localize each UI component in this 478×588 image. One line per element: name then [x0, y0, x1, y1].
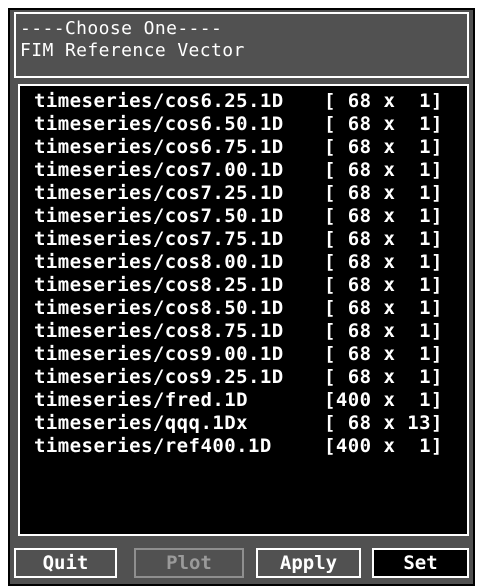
item-name: timeseries/ref400.1D	[34, 435, 272, 457]
choose-dialog	[8, 8, 475, 586]
item-name: timeseries/qqq.1Dx	[34, 412, 249, 434]
apply-button[interactable]: Apply	[256, 548, 361, 578]
list-item[interactable]	[20, 159, 467, 182]
item-dimensions: [ 68 x 1]	[324, 205, 443, 227]
choose-one-label: ----Choose One----	[20, 18, 223, 39]
item-dimensions: [ 68 x 13]	[324, 412, 443, 434]
list-item[interactable]	[20, 320, 467, 343]
set-button[interactable]: Set	[372, 548, 469, 578]
item-dimensions: [ 68 x 1]	[324, 297, 443, 319]
item-dimensions: [ 68 x 1]	[324, 343, 443, 365]
item-name: timeseries/cos7.75.1D	[34, 228, 284, 250]
button-bar	[10, 542, 473, 582]
list-item[interactable]	[20, 228, 467, 251]
item-dimensions: [ 68 x 1]	[324, 320, 443, 342]
vector-list[interactable]	[18, 84, 469, 536]
dialog-title: FIM Reference Vector	[20, 40, 245, 61]
item-dimensions: [400 x 1]	[324, 389, 443, 411]
item-name: timeseries/cos6.50.1D	[34, 113, 284, 135]
item-dimensions: [ 68 x 1]	[324, 182, 443, 204]
list-item[interactable]	[20, 251, 467, 274]
item-name: timeseries/cos6.75.1D	[34, 136, 284, 158]
item-dimensions: [ 68 x 1]	[324, 136, 443, 158]
item-name: timeseries/cos8.25.1D	[34, 274, 284, 296]
item-dimensions: [ 68 x 1]	[324, 228, 443, 250]
list-item[interactable]	[20, 136, 467, 159]
list-item[interactable]	[20, 435, 467, 458]
item-name: timeseries/fred.1D	[34, 389, 249, 411]
item-dimensions: [ 68 x 1]	[324, 159, 443, 181]
item-name: timeseries/cos6.25.1D	[34, 90, 284, 112]
item-dimensions: [400 x 1]	[324, 435, 443, 457]
item-dimensions: [ 68 x 1]	[324, 366, 443, 388]
item-name: timeseries/cos9.00.1D	[34, 343, 284, 365]
item-name: timeseries/cos7.50.1D	[34, 205, 284, 227]
item-dimensions: [ 68 x 1]	[324, 113, 443, 135]
list-item[interactable]	[20, 182, 467, 205]
list-item[interactable]	[20, 343, 467, 366]
list-item[interactable]	[20, 412, 467, 435]
list-item[interactable]	[20, 205, 467, 228]
plot-button[interactable]: Plot	[134, 548, 244, 578]
item-name: timeseries/cos8.50.1D	[34, 297, 284, 319]
list-item[interactable]	[20, 90, 467, 113]
item-name: timeseries/cos7.25.1D	[34, 182, 284, 204]
list-item[interactable]	[20, 366, 467, 389]
item-dimensions: [ 68 x 1]	[324, 274, 443, 296]
item-name: timeseries/cos9.25.1D	[34, 366, 284, 388]
list-item[interactable]	[20, 297, 467, 320]
list-item[interactable]	[20, 389, 467, 412]
item-name: timeseries/cos8.00.1D	[34, 251, 284, 273]
dialog-header	[14, 12, 469, 78]
item-dimensions: [ 68 x 1]	[324, 251, 443, 273]
list-item[interactable]	[20, 113, 467, 136]
item-dimensions: [ 68 x 1]	[324, 90, 443, 112]
item-name: timeseries/cos7.00.1D	[34, 159, 284, 181]
item-name: timeseries/cos8.75.1D	[34, 320, 284, 342]
list-item[interactable]	[20, 274, 467, 297]
quit-button[interactable]: Quit	[14, 548, 117, 578]
